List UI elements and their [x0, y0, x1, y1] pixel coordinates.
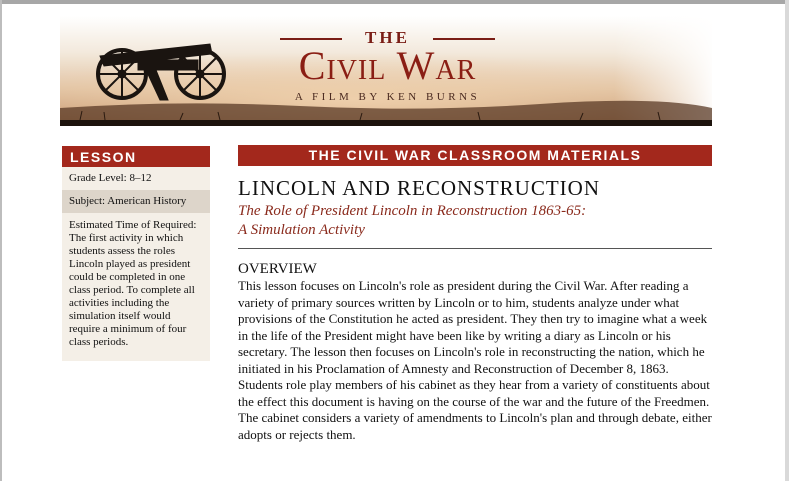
lesson-subtitle [238, 202, 712, 240]
window-left-border [0, 0, 2, 481]
estimated-time-text: The first activity in which students assess the roles Lincoln played as president could be completed in one class period. To complete all activities including the simulation itself would require a minimum of four class periods. [69, 232, 195, 348]
section-heading: THE CIVIL WAR CLASSROOM MATERIALS [238, 145, 712, 166]
lesson-title: LINCOLN AND RECONSTRUCTION [238, 176, 600, 200]
header-banner [60, 16, 712, 128]
estimated-time [62, 213, 210, 361]
banner-title: Civil War [298, 43, 477, 88]
overview-heading: OVERVIEW [238, 261, 317, 277]
estimated-time-label: Estimated Time of Required: [69, 219, 197, 231]
overview-text: This lesson focuses on Lincoln's role as president during the Civil War. After reading a variety of primary sources written by Lincoln or to him, students analyze under what provisions of the Constitution he acted as president. They then try to imagine what a week in the life of the President might have been like by writing a diary as Lincoln or his secretary. The lesson then focuses on Lincoln's role in reconstructing the nation, which he initiated in his Proclamation of Amnesty and Reconstruction of December 8, 1863. Students role play members of his cabinet as they hear from a variety of constituents about the effect this document is having on the course of the war and the future of the Freedmen. The cabinet considers a variety of amendments to Lincoln's plan and through debate, either adopts or rejects them. [238, 278, 712, 442]
main-content [238, 145, 712, 443]
title-the-text: THE [280, 28, 495, 48]
lesson-sidebar [62, 146, 210, 361]
banner-subtitle: A FILM BY KEN BURNS [294, 91, 481, 103]
lesson-heading: LESSON [62, 146, 210, 167]
lesson-subtitle-line2: A Simulation Activity [238, 222, 365, 238]
grade-level: Grade Level: 8–12 [62, 167, 210, 190]
window-right-border [785, 0, 789, 481]
lesson-subtitle-line1: The Role of President Lincoln in Reconstruction 1863-65: [238, 203, 587, 219]
window-top-border [0, 0, 789, 4]
subject: Subject: American History [62, 190, 210, 213]
divider [238, 248, 712, 249]
